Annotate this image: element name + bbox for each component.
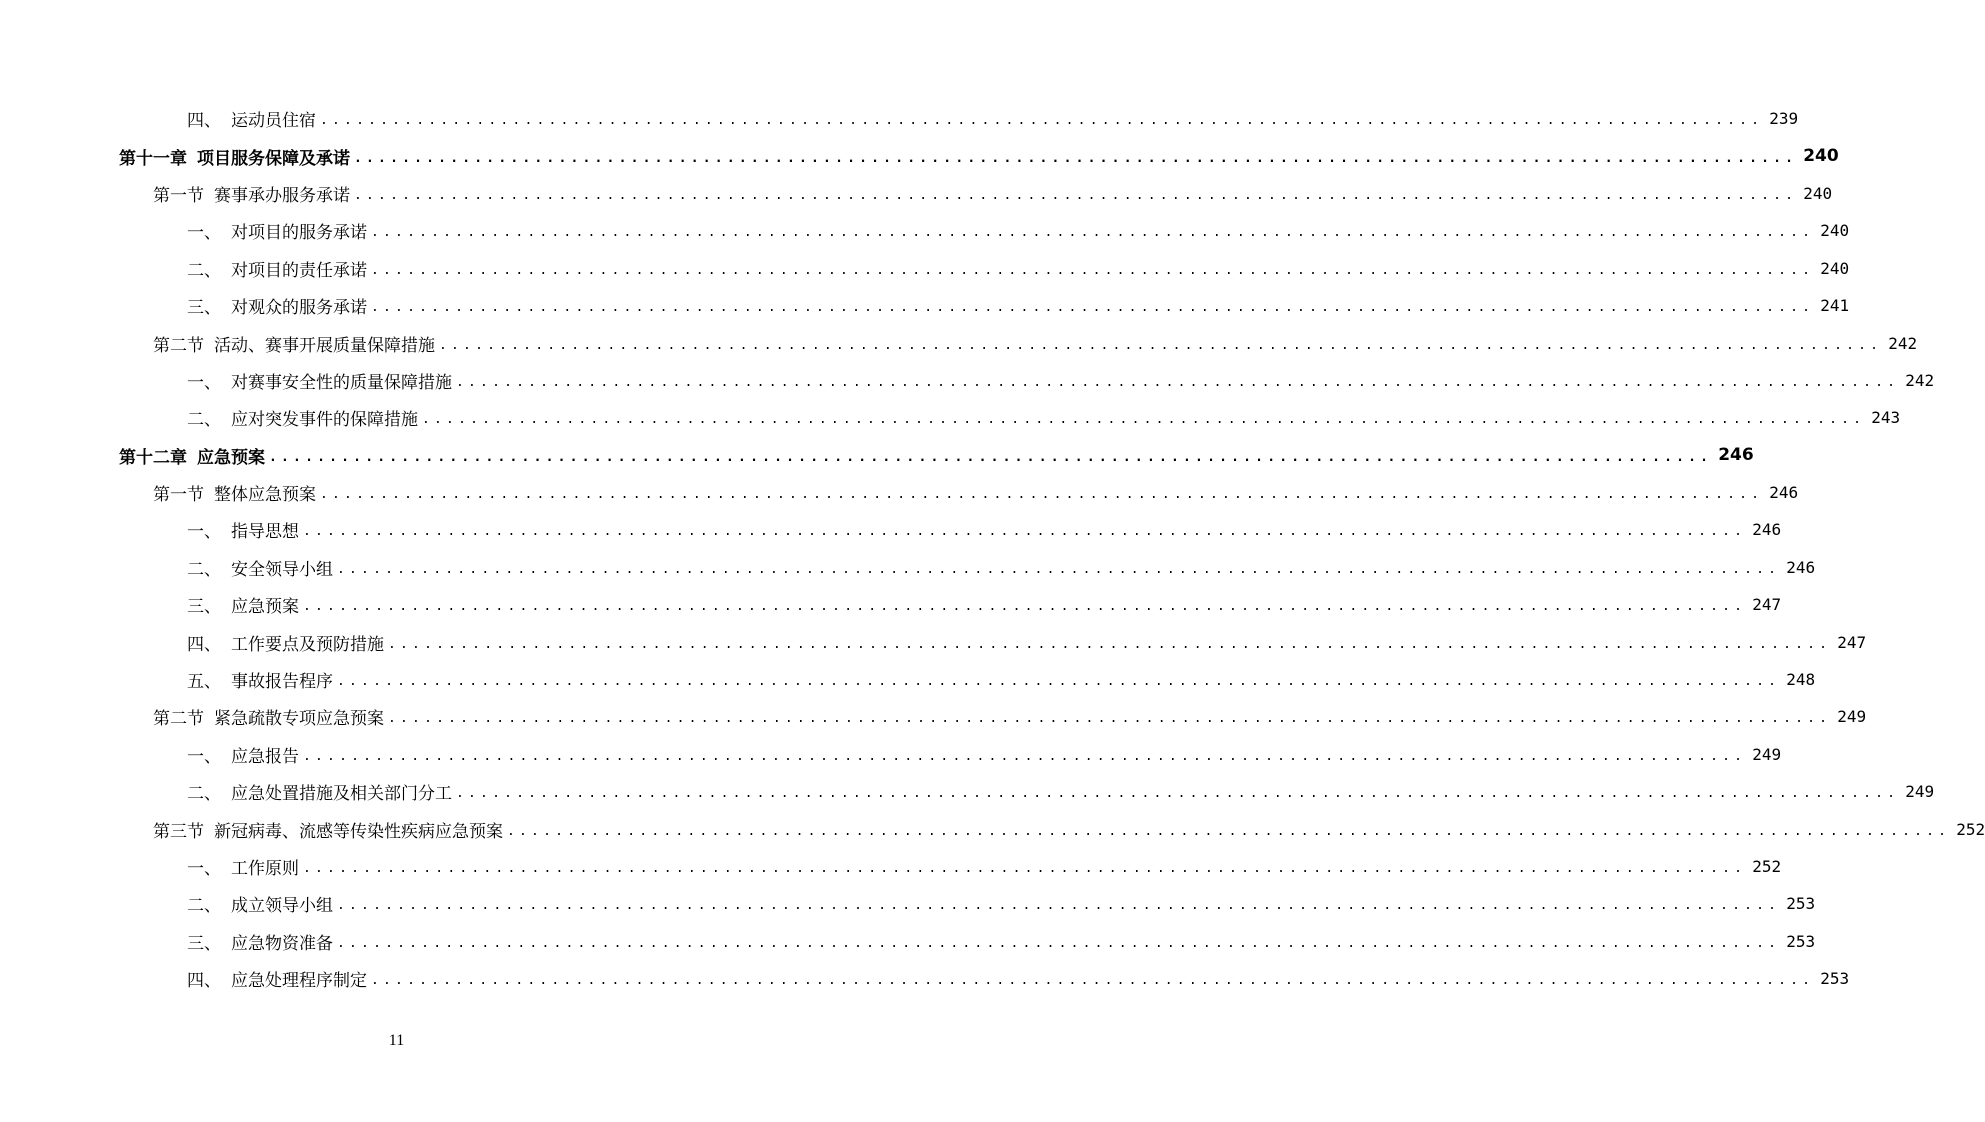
toc-entry-number: 三、 — [187, 298, 221, 319]
toc-entry[interactable] — [0, 848, 1782, 885]
toc-entry-number: 第二节 — [153, 335, 204, 356]
toc-entry[interactable] — [0, 437, 1754, 474]
toc-entry-page: 240 — [1803, 146, 1839, 167]
toc-entry[interactable] — [0, 212, 1850, 249]
toc-entry-page: 240 — [1820, 221, 1850, 241]
toc-dot-leader: ........................................................................................................................ — [354, 150, 1798, 166]
toc-entry[interactable] — [0, 698, 1867, 735]
toc-entry-title: 项目服务保障及承诺 — [197, 148, 350, 169]
toc-entry[interactable] — [0, 885, 1816, 922]
toc-entry[interactable] — [0, 287, 1850, 324]
toc-entry[interactable] — [0, 137, 1839, 174]
toc-dot-leader: ........................................................................................................................ — [303, 861, 1747, 876]
toc-entry-title: 指导思想 — [231, 522, 299, 543]
toc-dot-leader: ........................................................................................................................ — [371, 300, 1815, 316]
toc-entry-title: 应急预案 — [231, 597, 299, 618]
toc-dot-leader: ........................................................................................................................ — [337, 898, 1781, 914]
toc-entry-page: 252 — [1956, 819, 1985, 839]
toc-entry[interactable] — [0, 100, 1799, 137]
toc-entry[interactable] — [0, 511, 1782, 548]
toc-entry[interactable] — [0, 623, 1867, 660]
toc-entry-title: 赛事承办服务承诺 — [214, 185, 350, 206]
toc-entry-number: 五、 — [187, 672, 221, 693]
toc-entry-title: 对赛事安全性的质量保障措施 — [231, 372, 452, 393]
toc-entry-number: 二、 — [187, 784, 221, 805]
toc-entry-page: 247 — [1752, 595, 1782, 615]
toc-entry-number: 一、 — [187, 746, 221, 767]
toc-entry-number: 第一节 — [153, 485, 204, 506]
toc-entry-page: 246 — [1786, 557, 1816, 577]
toc-entry-number: 四、 — [187, 111, 221, 132]
toc-entry-title: 新冠病毒、流感等传染性疾病应急预案 — [214, 821, 503, 842]
toc-entry-title: 应急报告 — [231, 746, 299, 767]
toc-entry-page: 253 — [1820, 969, 1850, 989]
toc-entry-title: 运动员住宿 — [231, 111, 316, 132]
toc-dot-leader: ........................................................................................................................ — [354, 187, 1798, 203]
toc-entry[interactable] — [0, 661, 1816, 698]
toc-entry-page: 242 — [1905, 370, 1935, 390]
toc-entry-number: 第二节 — [153, 709, 204, 730]
toc-entry[interactable] — [0, 362, 1935, 399]
toc-entry-title: 应急处置措施及相关部门分工 — [231, 784, 452, 805]
toc-entry[interactable] — [0, 810, 1985, 847]
toc-entry-number: 四、 — [187, 971, 221, 992]
toc-entry-number: 三、 — [187, 933, 221, 954]
toc-dot-leader: ........................................................................................................................ — [388, 636, 1832, 652]
toc-entry[interactable] — [0, 474, 1799, 511]
toc-dot-leader: ........................................................................................................................ — [371, 973, 1815, 989]
toc-entry-page: 253 — [1786, 931, 1816, 951]
toc-entry-number: 二、 — [187, 896, 221, 917]
toc-dot-leader: ........................................................................................................................ — [371, 262, 1815, 278]
toc-entry-page: 239 — [1769, 109, 1799, 129]
toc-entry-number: 二、 — [187, 559, 221, 580]
toc-entry-page: 246 — [1769, 483, 1799, 503]
toc-entry-page: 246 — [1718, 445, 1754, 466]
toc-dot-leader: ........................................................................................................................ — [303, 748, 1747, 764]
toc-entry[interactable] — [0, 399, 1901, 436]
toc-entry-title: 应急物资准备 — [231, 933, 333, 954]
toc-entry-number: 一、 — [187, 859, 221, 879]
toc-entry-page: 246 — [1752, 520, 1782, 540]
table-of-contents — [0, 100, 1985, 997]
toc-entry-title: 应急处理程序制定 — [231, 971, 367, 992]
toc-entry-number: 第十二章 — [119, 447, 187, 468]
toc-entry-page: 249 — [1905, 782, 1935, 802]
toc-dot-leader: ........................................................................................................................ — [371, 225, 1815, 241]
toc-dot-leader: ........................................................................................................................ — [456, 786, 1900, 802]
toc-entry-number: 第一节 — [153, 185, 204, 206]
toc-entry-title: 事故报告程序 — [231, 672, 333, 693]
toc-dot-leader: ........................................................................................................................ — [269, 449, 1713, 465]
toc-entry-page: 247 — [1837, 632, 1867, 652]
toc-dot-leader: ........................................................................................................................ — [303, 524, 1747, 540]
toc-entry[interactable] — [0, 923, 1816, 960]
toc-entry[interactable] — [0, 175, 1833, 212]
toc-entry-number: 二、 — [187, 410, 221, 431]
toc-entry-page: 252 — [1752, 857, 1782, 876]
toc-entry-page: 253 — [1786, 894, 1816, 914]
toc-dot-leader: ........................................................................................................................ — [439, 337, 1883, 353]
toc-dot-leader: ........................................................................................................................ — [507, 823, 1951, 839]
toc-entry[interactable] — [0, 250, 1850, 287]
toc-dot-leader: ........................................................................................................................ — [456, 374, 1900, 390]
toc-entry-number: 第十一章 — [119, 148, 187, 169]
toc-entry-title: 应对突发事件的保障措施 — [231, 410, 418, 431]
page-number: 11 — [388, 1032, 405, 1049]
toc-entry-title: 紧急疏散专项应急预案 — [214, 709, 384, 730]
toc-entry-title: 对项目的服务承诺 — [231, 223, 367, 244]
toc-dot-leader: ........................................................................................................................ — [337, 935, 1781, 951]
toc-entry-page: 248 — [1786, 670, 1816, 690]
toc-entry-number: 四、 — [187, 634, 221, 655]
toc-entry[interactable] — [0, 324, 1918, 361]
toc-entry[interactable] — [0, 549, 1816, 586]
toc-entry[interactable] — [0, 736, 1782, 773]
toc-entry-number: 一、 — [187, 223, 221, 244]
toc-dot-leader: ........................................................................................................................ — [337, 561, 1781, 577]
toc-entry[interactable] — [0, 960, 1850, 997]
toc-entry-title: 成立领导小组 — [231, 896, 333, 917]
toc-entry[interactable] — [0, 773, 1935, 810]
toc-entry-title: 工作原则 — [231, 859, 299, 879]
toc-entry-page: 243 — [1871, 408, 1901, 428]
toc-entry-number: 一、 — [187, 522, 221, 543]
toc-entry-number: 第三节 — [153, 821, 204, 842]
toc-entry-number: 一、 — [187, 372, 221, 393]
toc-entry-page: 249 — [1837, 707, 1867, 727]
toc-entry-page: 240 — [1803, 183, 1833, 203]
toc-entry-page: 241 — [1820, 296, 1850, 316]
toc-dot-leader: ........................................................................................................................ — [320, 487, 1764, 503]
toc-entry-title: 整体应急预案 — [214, 485, 316, 506]
toc-entry-page: 249 — [1752, 744, 1782, 764]
toc-dot-leader: ........................................................................................................................ — [422, 412, 1866, 428]
toc-entry-page: 242 — [1888, 333, 1918, 353]
toc-dot-leader: ........................................................................................................................ — [320, 113, 1764, 129]
toc-entry-title: 安全领导小组 — [231, 559, 333, 580]
toc-entry-title: 对观众的服务承诺 — [231, 298, 367, 319]
toc-entry-title: 应急预案 — [197, 447, 265, 468]
toc-entry[interactable] — [0, 586, 1782, 623]
toc-entry-number: 二、 — [187, 260, 221, 281]
toc-entry-number: 三、 — [187, 597, 221, 618]
toc-dot-leader: ........................................................................................................................ — [337, 674, 1781, 690]
toc-entry-title: 对项目的责任承诺 — [231, 260, 367, 281]
toc-dot-leader: ........................................................................................................................ — [388, 711, 1832, 727]
toc-dot-leader: ........................................................................................................................ — [303, 599, 1747, 615]
toc-entry-page: 240 — [1820, 258, 1850, 278]
toc-entry-title: 活动、赛事开展质量保障措施 — [214, 335, 435, 356]
toc-entry-title: 工作要点及预防措施 — [231, 634, 384, 655]
